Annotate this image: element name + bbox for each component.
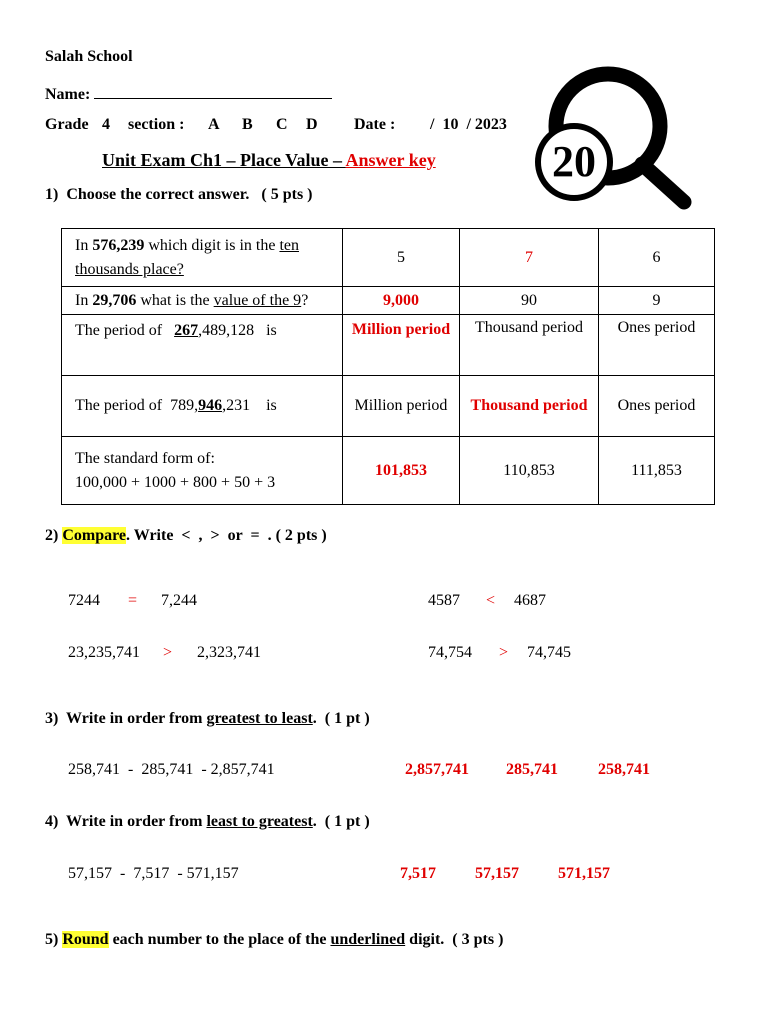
q3-heading: 3) Write in order from greatest to least. ( 1 pt ) — [45, 710, 370, 727]
title-text: Unit Exam Ch1 – Place Value – — [102, 150, 346, 170]
school-name: Salah School — [45, 48, 133, 65]
q1-4-option-b-answer[interactable]: Thousand period — [460, 376, 599, 437]
q1-2-option-b[interactable]: 90 — [460, 287, 599, 315]
compare-item-1-a: 7244 — [68, 592, 100, 609]
compare-item-4-a: 74,754 — [428, 644, 472, 661]
q4-number-list: 57,157 - 7,517 - 571,157 — [68, 865, 239, 882]
round-highlight: Round — [62, 931, 109, 948]
q4-answer-2: 57,157 — [475, 865, 519, 882]
grade-value: 4 — [102, 116, 110, 133]
q1-question-3: The period of 267,489,128 is — [62, 315, 343, 376]
q1-4-option-a[interactable]: Million period — [343, 376, 460, 437]
compare-item-2-b: 4687 — [514, 592, 546, 609]
q3-number-list: 258,741 - 285,741 - 2,857,741 — [68, 761, 275, 778]
q1-4-option-c[interactable]: Ones period — [599, 376, 715, 437]
table-row — [62, 437, 715, 505]
q1-5-option-a-answer[interactable]: 101,853 — [343, 437, 460, 505]
logo-number: 20 — [552, 137, 596, 186]
compare-item-3-sign[interactable]: > — [163, 644, 173, 661]
name-label: Name: — [45, 86, 91, 103]
q1-1-option-c[interactable]: 6 — [599, 229, 715, 287]
compare-item-2-a: 4587 — [428, 592, 460, 609]
q1-3-option-b[interactable]: Thousand period — [460, 315, 599, 376]
date-value: / 10 / 2023 — [430, 116, 507, 133]
date-label: Date : — [354, 116, 396, 133]
q1-2-option-c[interactable]: 9 — [599, 287, 715, 315]
name-blank-line[interactable] — [94, 84, 332, 99]
compare-item-3-b: 2,323,741 — [197, 644, 261, 661]
q3-answer-3: 258,741 — [598, 761, 650, 778]
page-title — [102, 150, 436, 171]
compare-item-2-sign[interactable]: < — [486, 592, 496, 609]
section-option-b: B — [242, 116, 253, 133]
compare-item-3-a: 23,235,741 — [68, 644, 140, 661]
q4-answer-3: 571,157 — [558, 865, 610, 882]
table-row — [62, 315, 715, 376]
compare-item-4-b: 74,745 — [527, 644, 571, 661]
compare-item-1-b: 7,244 — [161, 592, 197, 609]
q4-heading: 4) Write in order from least to greatest. ( 1 pt ) — [45, 813, 370, 830]
section-label: section : — [128, 116, 185, 133]
table-row — [62, 376, 715, 437]
q1-1-option-b-answer[interactable]: 7 — [460, 229, 599, 287]
table-row — [62, 229, 715, 287]
table-row — [62, 287, 715, 315]
q1-5-option-c[interactable]: 111,853 — [599, 437, 715, 505]
q1-heading: 1) Choose the correct answer. ( 5 pts ) — [45, 186, 313, 203]
q1-table — [61, 228, 715, 505]
compare-item-4-sign[interactable]: > — [499, 644, 509, 661]
q1-1-option-a[interactable]: 5 — [343, 229, 460, 287]
grade-label: Grade — [45, 116, 89, 133]
q1-question-1: In 576,239 which digit is in the ten thousands place? — [62, 229, 343, 287]
compare-item-1-sign[interactable]: = — [128, 592, 138, 609]
name-field[interactable] — [45, 84, 332, 104]
q1-question-4: The period of 789,946,231 is — [62, 376, 343, 437]
q2-heading: 2) Compare. Write < , > or = . ( 2 pts ) — [45, 527, 327, 544]
q1-question-5: The standard form of: 100,000 + 1000 + 800 + 50 + 3 — [62, 437, 343, 505]
section-option-a: A — [208, 116, 220, 133]
q1-5-option-b[interactable]: 110,853 — [460, 437, 599, 505]
q1-2-option-a-answer[interactable]: 9,000 — [343, 287, 460, 315]
section-option-c: C — [276, 116, 288, 133]
q3-answer-1: 2,857,741 — [405, 761, 469, 778]
answer-key-label: Answer key — [345, 150, 436, 170]
q1-3-option-a-answer[interactable]: Million period — [343, 315, 460, 376]
q5-heading: 5) Round each number to the place of the underlined digit. ( 3 pts ) — [45, 931, 504, 948]
q4-answer-1: 7,517 — [400, 865, 436, 882]
q3-answer-2: 285,741 — [506, 761, 558, 778]
section-option-d: D — [306, 116, 318, 133]
q1-question-2: In 29,706 what is the value of the 9? — [62, 287, 343, 315]
compare-highlight: Compare — [62, 527, 127, 544]
q1-3-option-c[interactable]: Ones period — [599, 315, 715, 376]
